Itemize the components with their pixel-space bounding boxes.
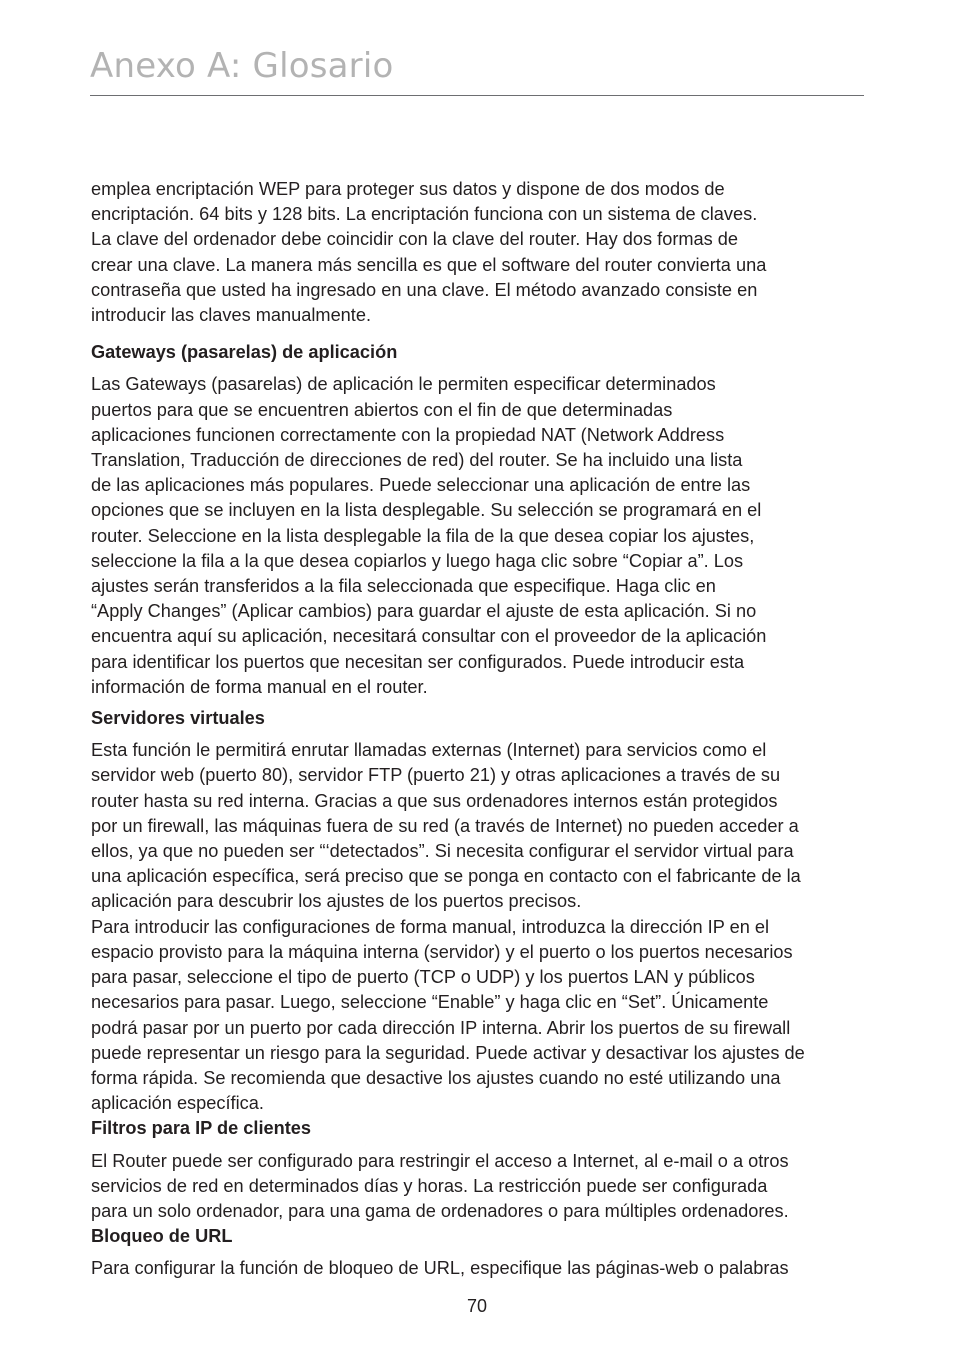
- client-ip-filters-paragraph: El Router puede ser configurado para restringir el acceso a Internet, al e-mail o a otros servicios de red en determinados días y horas. La restricción puede ser configurada para un solo ordenador, para una gama de ordenadores o para múltiples ordenadores.: [91, 1150, 789, 1221]
- intro-paragraph: emplea encriptación WEP para proteger sus datos y dispone de dos modos de encriptación. 64 bits y 128 bits. La encriptación funciona con un sistema de claves. La clave del ordenador debe coincidir con la clave del router. Hay dos formas de crear una clave. La manera más sencilla es que el software del router convierta una contraseña que usted ha ingresado en una clave. El método avanzado consiste en introducir las claves manualmente.: [91, 179, 767, 326]
- section-heading-url-blocking: Bloqueo de URL: [91, 1226, 233, 1247]
- section-heading-virtual-servers: Servidores virtuales: [91, 708, 265, 729]
- header-divider: [90, 95, 864, 96]
- section-heading-gateways: Gateways (pasarelas) de aplicación: [91, 342, 398, 363]
- section-heading-client-ip-filters: Filtros para IP de clientes: [91, 1118, 312, 1139]
- gateways-paragraph: Las Gateways (pasarelas) de aplicación le permiten especificar determinados puertos para que se encuentren abiertos con el fin de que determinadas aplicaciones funcionen correctamente con la propiedad NAT (Network Address Translation, Traducción de direcciones de red) del router. Se ha incluido una lista de las aplicaciones más populares. Puede seleccionar una aplicación de entre las opciones que se incluyen en la lista desplegable. Su selección se programará en el router. Seleccione en la lista desplegable la fila de la que desea copiar los ajustes, seleccione la fila a la que desea copiarlos y luego haga clic sobre “Copiar a”. Los ajustes serán transferidos a la fila seleccionada que especifique. Haga clic en “Apply Changes” (Aplicar cambios) para guardar el ajuste de esta aplicación. Si no encuentra aquí su aplicación, necesitará consultar con el proveedor de la aplicación para identificar los puertos que necesitan ser configurados. Puede introducir esta información de forma manual en el router.: [91, 374, 767, 697]
- url-blocking-paragraph: Para configurar la función de bloqueo de URL, especifique las páginas-web o palabras: [91, 1258, 789, 1279]
- virtual-servers-paragraph-2: Para introducir las configuraciones de forma manual, introduzca la dirección IP en el espacio provisto para la máquina interna (servidor) y el puerto o los puertos necesarios para pasar, seleccione el tipo de puerto (TCP o UDP) y los puertos LAN y públicos necesarios para pasar. Luego, seleccione “Enable” y haga clic en “Set”. Únicamente podrá pasar por un puerto por cada dirección IP interna. Abrir los puertos de su firewall puede representar un riesgo para la seguridad. Puede activar y desactivar los ajustes de forma rápida. Se recomienda que desactive los ajustes cuando no esté utilizando una aplicación específica.: [91, 916, 805, 1114]
- page-header: [90, 46, 864, 86]
- virtual-servers-paragraph-1: Esta función le permitirá enrutar llamadas externas (Internet) para servicios como el servidor web (puerto 80), servidor FTP (puerto 21) y otras aplicaciones a través de su router hasta su red interna. Gracias a que sus ordenadores internos están protegidos por un firewall, las máquinas fuera de su red (a través de Internet) no pueden acceder a ellos, ya que no pueden ser “‘detectados”. Si necesita configurar el servidor virtual para una aplicación específica, será preciso que se ponga en contacto con el fabricante de la aplicación para descubrir los ajustes de los puertos precisos.: [91, 740, 801, 912]
- document-body: [91, 177, 899, 1282]
- page-number: 70: [466, 1296, 488, 1316]
- page-title: Anexo A: Glosario: [90, 46, 394, 86]
